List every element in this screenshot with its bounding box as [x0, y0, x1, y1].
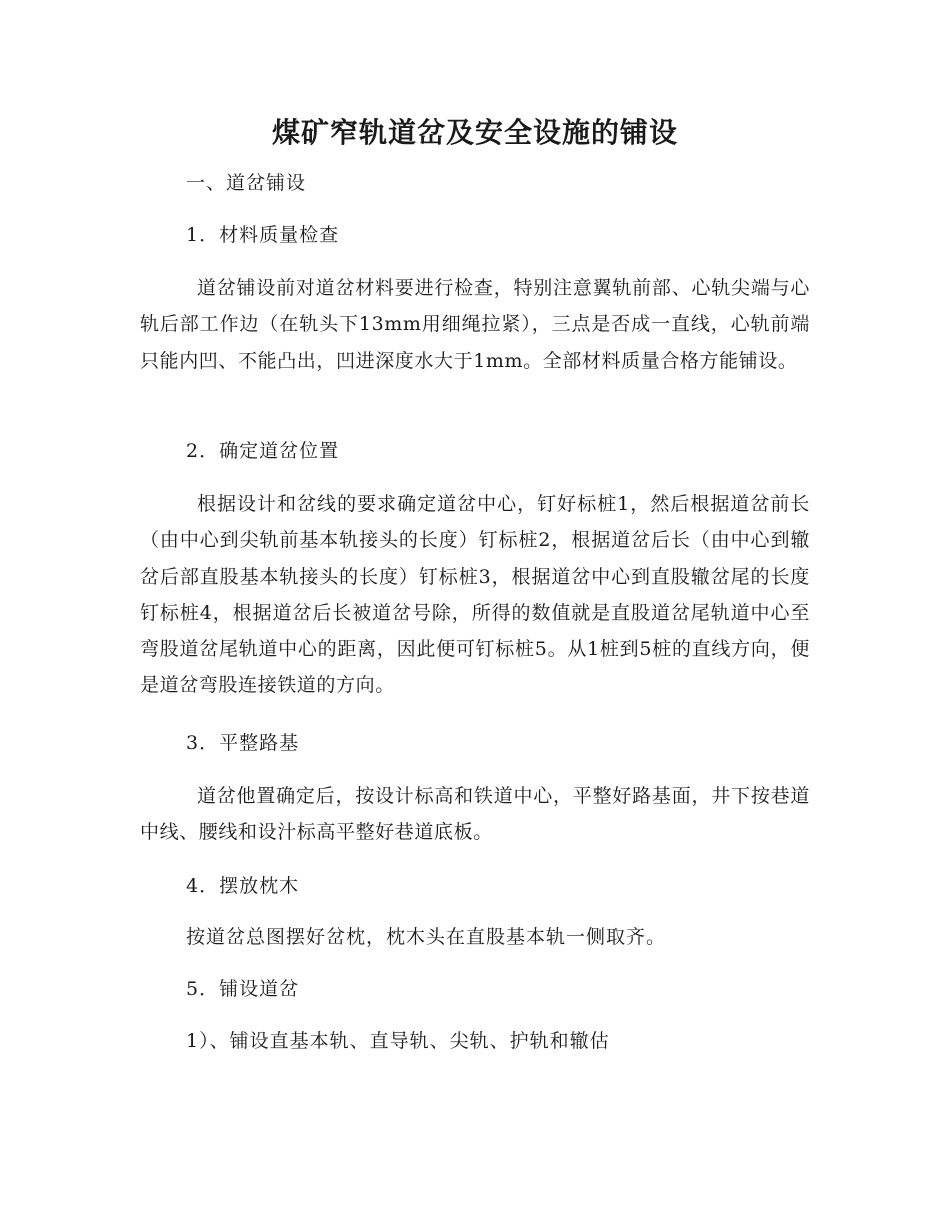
paragraph: 道岔铺设前对道岔材料要进行检查，特别注意翼轨前部、心轨尖端与心轨后部工作边（在轨头下13mm用细绳拉紧），三点是否成一直线，心轨前端只能内凹、不能凸出，凹进深度水大于1mm。全部材料质量合格方能铺设。: [140, 277, 810, 372]
subsection-heading: 2．确定道岔位置: [186, 440, 340, 462]
paragraph: 根据设计和岔线的要求确定道岔中心，钉好标桩1，然后根据道岔前长（由中心到尖轨前基本轨接头的长度）钉标桩2，根据道岔后长（由中心到辙岔后部直股基本轨接头的长度）钉标桩3，根据道岔中心到直股辙岔尾的长度钉标桩4，根据道岔后长被道岔号除，所得的数值就是直股道岔尾轨道中心至弯股道岔尾轨道中心的距离，因此便可钉标桩5。从1桩到5桩的直线方向，便是道岔弯股连接铁道的方向。: [140, 493, 810, 697]
document-title: 煤矿窄轨道岔及安全设施的铺设: [271, 116, 678, 149]
subsection-heading: 5．铺设道岔: [186, 978, 300, 1000]
paragraph: 按道岔总图摆好岔枕，枕木头在直股基本轨一侧取齐。: [186, 926, 667, 948]
section-heading: 一、道岔铺设: [186, 172, 307, 194]
subsection-heading: 3．平整路基: [186, 732, 300, 754]
subsection-heading: 1．材料质量检查: [186, 224, 340, 246]
list-item: 1）、铺设直基本轨、直导轨、尖轨、护轨和辙估: [186, 1030, 610, 1052]
paragraph: 道岔他置确定后，按设计标高和铁道中心，平整好路基面，井下按巷道中线、腰线和设汁标高平整好巷道底板。: [140, 785, 810, 844]
subsection-heading: 4．摆放枕木: [186, 875, 300, 897]
